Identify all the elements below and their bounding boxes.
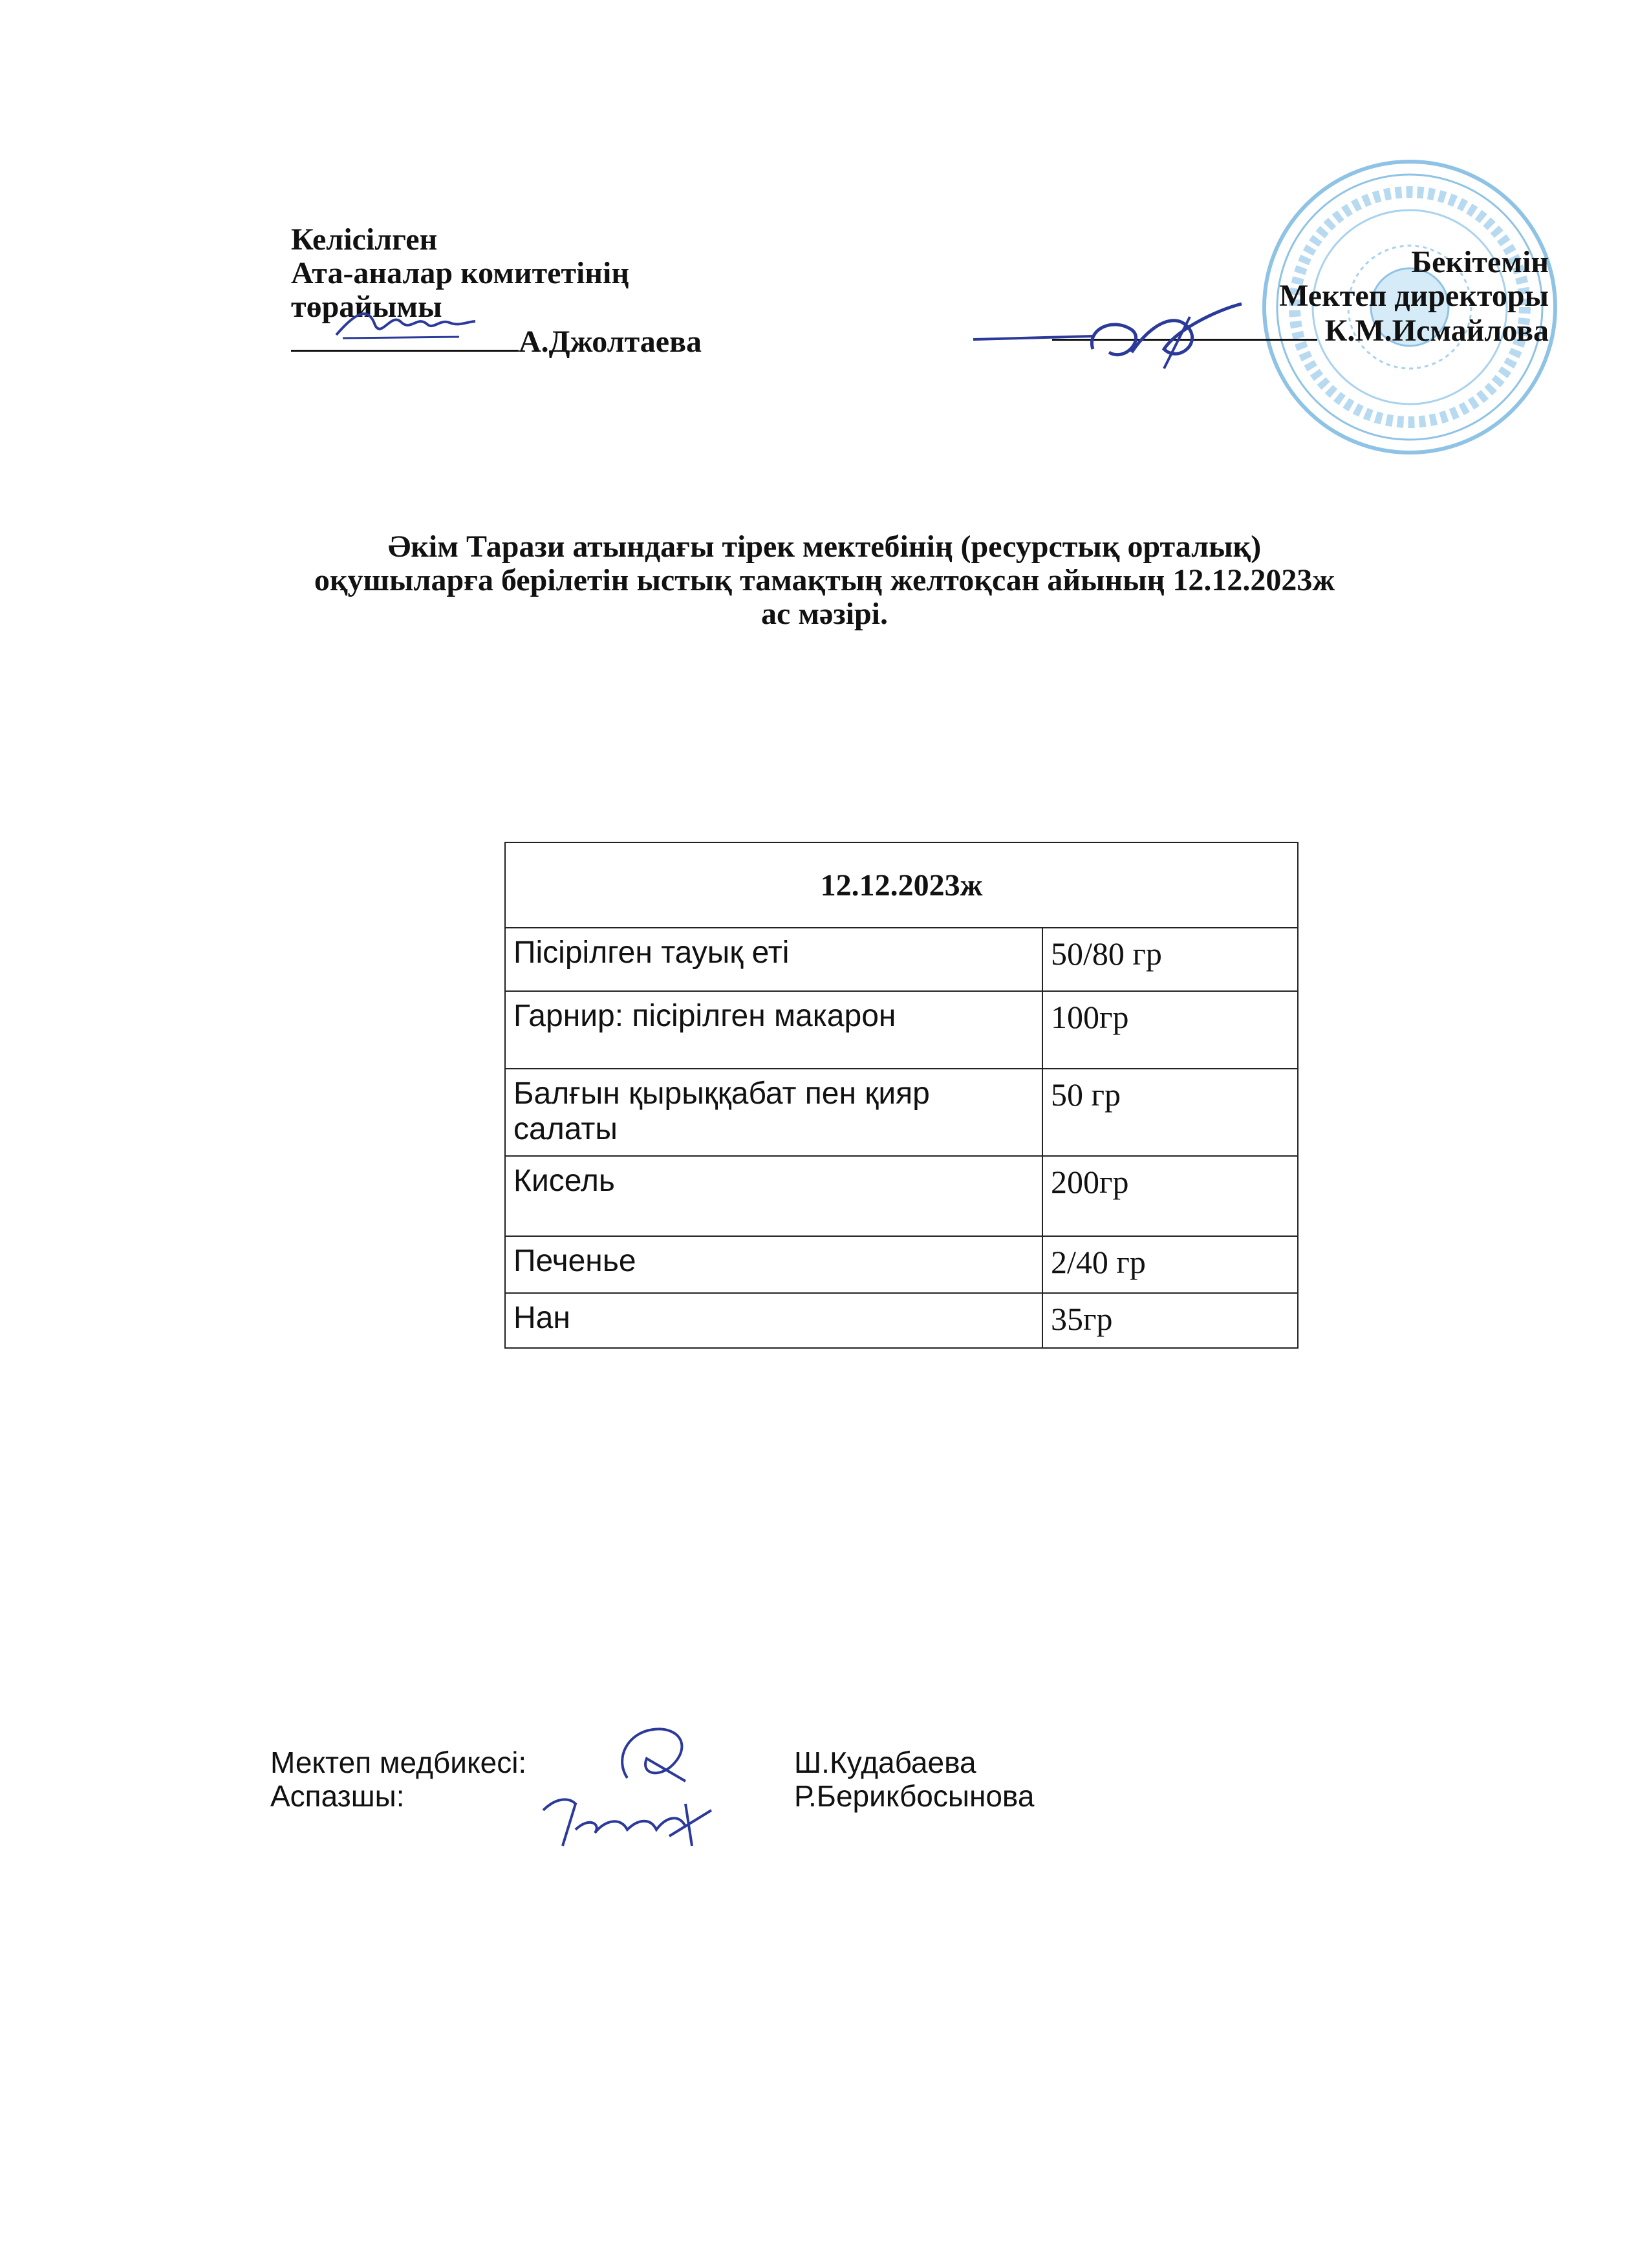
chairperson-name: А.Джолтаева (519, 325, 702, 359)
table-row (505, 1069, 1298, 1156)
title-line-2: оқушыларға берілетін ыстық тамақтың желтоқсан айының 12.12.2023ж (314, 563, 1335, 597)
table-row (505, 1236, 1298, 1293)
approval-left-block (291, 223, 702, 359)
director-name: К.М.Исмайлова (1324, 314, 1549, 348)
signature-row (291, 324, 702, 359)
nurse-signature (601, 1720, 711, 1791)
dish-cell: Пісірілген тауық еті (505, 928, 1042, 991)
dish-cell: Балғын қырыққабат пен қияр салаты (505, 1069, 1042, 1156)
signature-line (1052, 313, 1317, 341)
footer-names (794, 1746, 1034, 1813)
dish-cell: Нан (505, 1293, 1042, 1348)
nurse-name: Ш.Кудабаева (794, 1746, 976, 1779)
quantity-cell: 50 гр (1042, 1069, 1298, 1156)
agreed-label: Келісілген (291, 222, 438, 257)
quantity-cell: 35гр (1042, 1293, 1298, 1348)
cook-name: Р.Берикбосынова (794, 1779, 1035, 1813)
nurse-role: Мектеп медбикесі: (270, 1746, 527, 1779)
approval-right-block (1052, 246, 1549, 348)
table-row (505, 928, 1298, 991)
table-row (505, 1156, 1298, 1236)
director-label: Мектеп директоры (1279, 279, 1549, 313)
quantity-cell: 100гр (1042, 991, 1298, 1069)
title-line-3: ас мәзірі. (761, 597, 888, 631)
dish-cell: Кисель (505, 1156, 1042, 1236)
cook-role: Аспазшы: (270, 1779, 405, 1813)
quantity-cell: 200гр (1042, 1156, 1298, 1236)
dish-cell: Гарнир: пісірілген макарон (505, 991, 1042, 1069)
table-header-row (505, 842, 1298, 928)
menu-date-header: 12.12.2023ж (505, 842, 1298, 928)
dish-cell: Печенье (505, 1236, 1042, 1293)
chairperson-label: төрайымы (291, 290, 442, 324)
approve-label: Бекітемін (1411, 245, 1549, 279)
signature-line (291, 324, 519, 352)
footer-roles (270, 1746, 526, 1813)
quantity-cell: 2/40 гр (1042, 1236, 1298, 1293)
cook-signature (530, 1784, 724, 1856)
document-title (0, 530, 1649, 631)
table-row (505, 991, 1298, 1069)
menu-table (504, 842, 1299, 1349)
quantity-cell: 50/80 гр (1042, 928, 1298, 991)
title-line-1: Әкім Тарази атындағы тірек мектебінің (ресурстық орталық) (387, 530, 1262, 564)
committee-label: Ата-аналар комитетінің (291, 256, 630, 290)
director-signature-row (1052, 313, 1549, 348)
table-row (505, 1293, 1298, 1348)
